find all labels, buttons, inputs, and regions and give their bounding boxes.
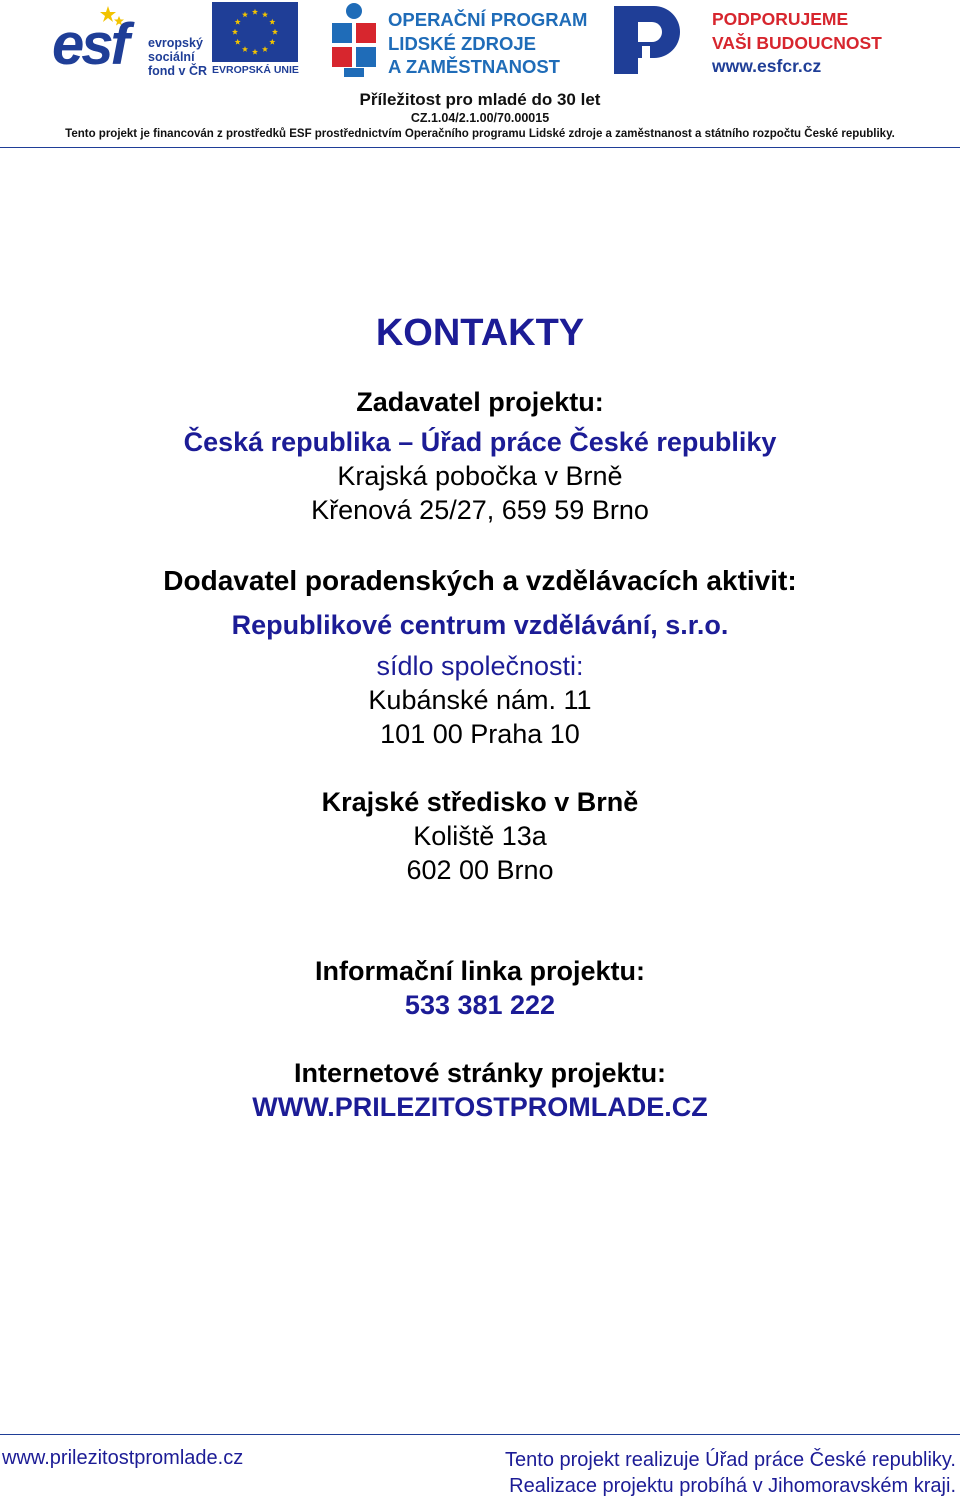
support-url: www.esfcr.cz [712, 56, 822, 76]
esf-logo [52, 2, 212, 76]
esf-caption-line: evropský [148, 36, 203, 50]
support-logo [610, 2, 900, 78]
supplier-heading: Dodavatel poradenských a vzdělávacích aktivit: [163, 565, 797, 596]
regional-city: 602 00 Brno [406, 855, 554, 885]
puzzle-figure-icon [330, 2, 378, 78]
spacer [0, 887, 960, 954]
logo-header [0, 0, 960, 150]
seat-label: sídlo společnosti: [376, 651, 584, 681]
support-caption-line: VAŠI BUDOUCNOST [712, 32, 882, 53]
eu-caption: EVROPSKÁ UNIE [212, 64, 299, 76]
regional-street: Koliště 13a [413, 821, 547, 851]
seat-city: 101 00 Praha 10 [380, 719, 580, 749]
op-lzz-caption [388, 8, 587, 79]
op-caption-line: LIDSKÉ ZDROJE [388, 32, 537, 54]
page-title: KONTAKTY [375, 312, 585, 354]
footer-notice-line: Realizace projektu probíhá v Jihomoravském kraji. [509, 1475, 956, 1497]
eu-flag-icon [212, 2, 298, 62]
support-caption-line: PODPORUJEME [712, 9, 849, 29]
regional-heading: Krajské středisko v Brně [321, 787, 639, 817]
funding-statement: Tento projekt je financován z prostředků ESF prostřednictvím Operačního programu Lidské zdroje a zaměstnanost a státního rozpočtu České republiky. [65, 128, 895, 140]
footer-notice [505, 1447, 956, 1499]
client-name: Česká republika – Úřad práce České republiky [183, 427, 777, 457]
hotline-number: 533 381 222 [404, 990, 556, 1020]
project-slogan: Příležitost pro mladé do 30 let [359, 90, 601, 109]
support-caption [712, 8, 882, 79]
client-heading: Zadavatel projektu: [356, 387, 604, 417]
footer-divider [0, 1434, 960, 1435]
web-url-link[interactable]: WWW.PRILEZITOSTPROMLADE.CZ [252, 1092, 708, 1122]
esf-caption [148, 36, 207, 78]
hotline-heading: Informační linka projektu: [314, 956, 646, 986]
contacts-section [0, 305, 960, 1124]
web-heading: Internetové stránky projektu: [293, 1058, 667, 1088]
op-caption-line: A ZAMĚSTNANOST [388, 56, 560, 77]
p-letter-icon [610, 2, 684, 78]
esf-letters: esf [52, 12, 127, 77]
spacer [0, 527, 960, 561]
project-code: CZ.1.04/2.1.00/70.00015 [410, 111, 550, 125]
spacer [0, 1022, 960, 1056]
footer-url-link[interactable]: www.prilezitostpromlade.cz [2, 1447, 244, 1469]
esf-caption-line: sociální [148, 50, 195, 64]
seat-street: Kubánské nám. 11 [368, 685, 592, 715]
footer-notice-line: Tento projekt realizuje Úřad práce České republiky. [505, 1449, 956, 1471]
client-address: Křenová 25/27, 659 59 Brno [311, 495, 649, 525]
op-caption-line: OPERAČNÍ PROGRAM [388, 9, 588, 30]
op-lzz-logo [330, 2, 600, 78]
spacer [0, 361, 960, 385]
spacer [0, 751, 960, 785]
client-branch: Krajská pobočka v Brně [337, 461, 623, 491]
header-divider [0, 147, 960, 148]
eu-logo [212, 2, 300, 76]
esf-caption-line: fond v ČR [148, 64, 208, 78]
supplier-name: Republikové centrum vzdělávání, s.r.o. [231, 610, 729, 640]
